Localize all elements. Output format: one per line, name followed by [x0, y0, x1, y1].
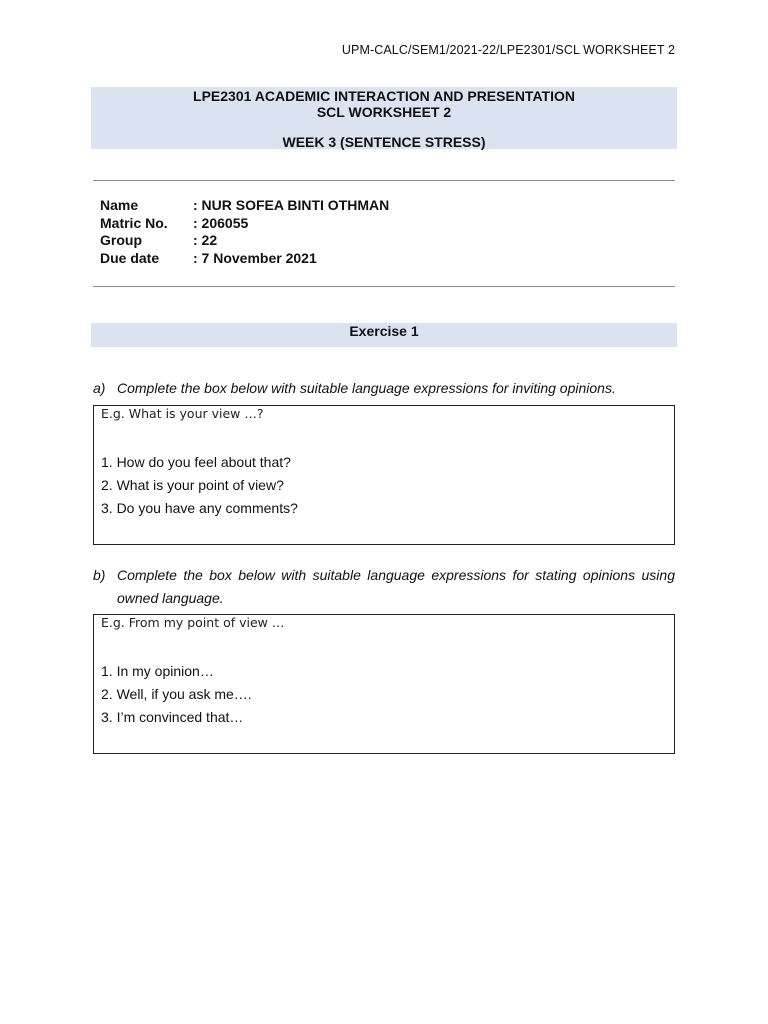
answer-item: 3. I’m convinced that… [101, 709, 244, 725]
divider-bottom [93, 286, 675, 287]
question-label: b) [93, 567, 106, 583]
info-label: Group [100, 232, 142, 249]
question-text: Complete the box below with suitable language expressions for stating opinions using owned language. [117, 567, 675, 606]
student-info [100, 197, 389, 268]
example-text: E.g. From my point of view … [101, 615, 285, 630]
course-title: LPE2301 ACADEMIC INTERACTION AND PRESENTATION [193, 88, 575, 104]
worksheet-title: SCL WORKSHEET 2 [316, 104, 452, 120]
info-label: Due date [100, 250, 160, 267]
answer-item: 3. Do you have any comments? [101, 500, 298, 516]
info-value: : 22 [193, 232, 218, 249]
answer-list [101, 660, 252, 729]
answer-item: 1. In my opinion… [101, 663, 214, 679]
question-b [93, 564, 675, 609]
answer-box-b[interactable] [93, 614, 675, 754]
question-text: Complete the box below with suitable language expressions for inviting opinions. [117, 380, 616, 396]
info-row-name [100, 197, 389, 215]
question-label: a) [93, 380, 106, 396]
info-value: : NUR SOFEA BINTI OTHMAN [193, 197, 390, 213]
info-label: Name [100, 197, 139, 213]
title-band [91, 87, 677, 149]
info-row-matric [100, 215, 389, 233]
answer-box-a[interactable] [93, 405, 675, 545]
answer-item: 2. What is your point of view? [101, 477, 284, 493]
answer-item: 1. How do you feel about that? [101, 454, 291, 470]
answer-item: 2. Well, if you ask me…. [101, 686, 252, 702]
answer-list [101, 451, 298, 520]
exercise-title: Exercise 1 [349, 323, 419, 339]
info-value: : 206055 [193, 214, 249, 231]
info-row-group [100, 232, 389, 250]
question-a [93, 377, 675, 400]
info-label: Matric No. [100, 214, 168, 231]
divider-top [93, 180, 675, 181]
example-text: E.g. What is your view …? [101, 406, 264, 421]
info-value: : 7 November 2021 [193, 250, 317, 267]
info-row-due-date [100, 250, 389, 268]
running-header: UPM-CALC/SEM1/2021-22/LPE2301/SCL WORKSHEET 2 [341, 43, 675, 57]
exercise-band [91, 323, 677, 347]
week-title: WEEK 3 (SENTENCE STRESS) [282, 134, 486, 150]
